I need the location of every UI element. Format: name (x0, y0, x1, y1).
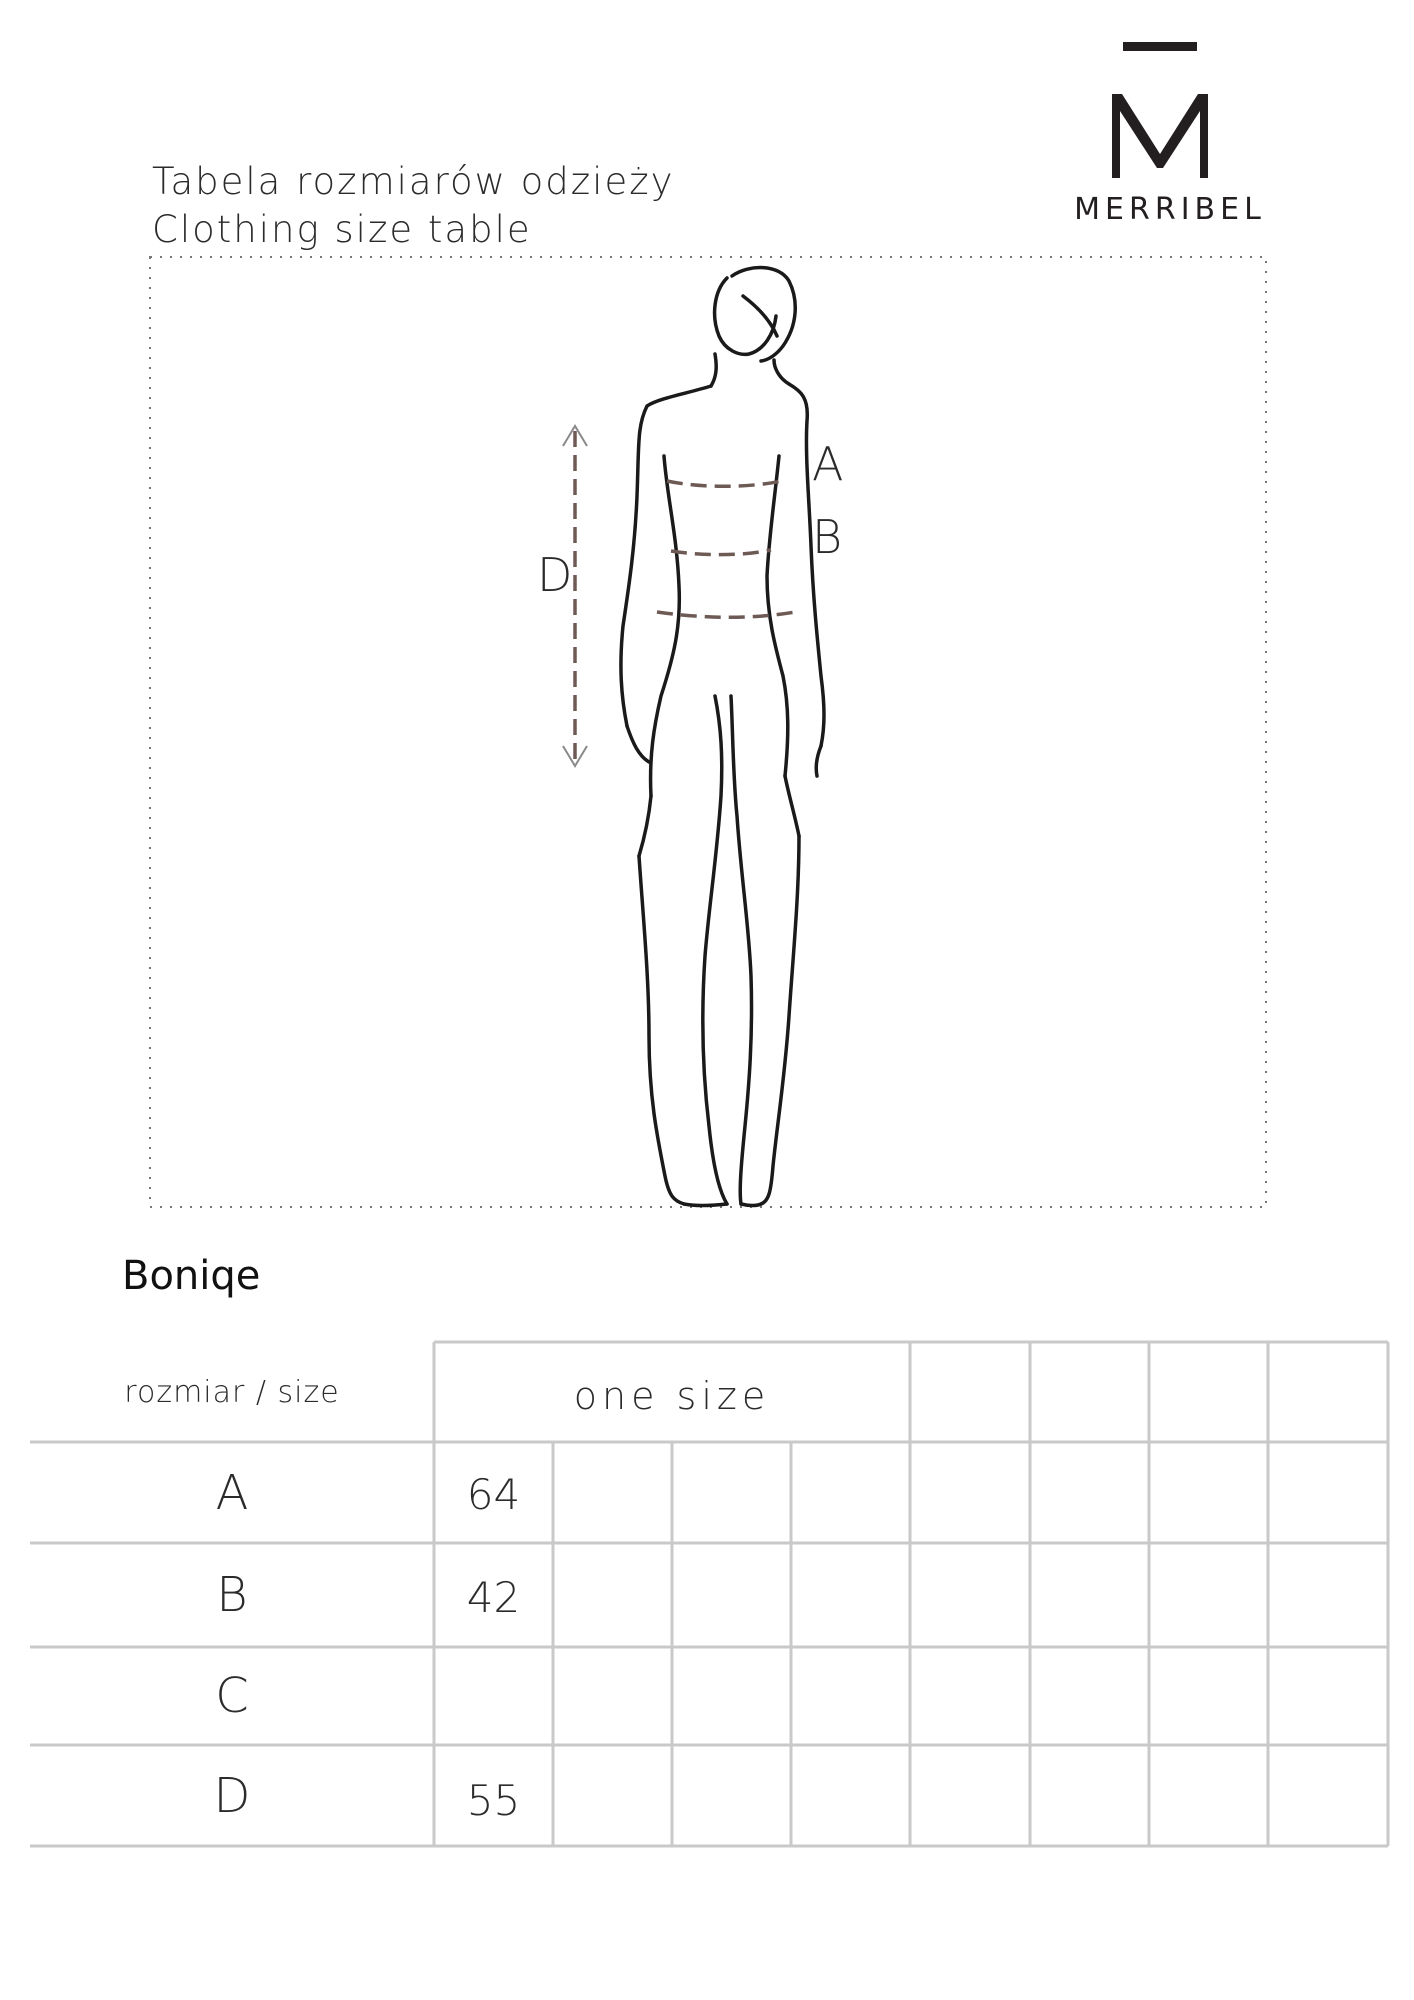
row-label-d: D (213, 1767, 251, 1824)
row-label-a: A (215, 1464, 249, 1521)
row-value-a: 64 (466, 1470, 521, 1519)
row-value-c (434, 1647, 553, 1745)
product-name: Boniqe (122, 1253, 261, 1299)
brand-name: MERRIBEL (1074, 192, 1266, 227)
label-d: D (537, 548, 573, 602)
size-header: rozmiar / size (124, 1374, 340, 1410)
title-polish: Tabela rozmiarów odzieży (152, 160, 675, 203)
label-b: B (812, 510, 843, 564)
title-english: Clothing size table (152, 208, 532, 251)
one-size-header: one size (573, 1374, 771, 1418)
row-value-d: 55 (466, 1776, 521, 1825)
row-value-b: 42 (466, 1572, 521, 1622)
row-label-c: C (215, 1668, 249, 1724)
row-label-b: B (216, 1567, 248, 1623)
label-a: A (812, 437, 844, 491)
